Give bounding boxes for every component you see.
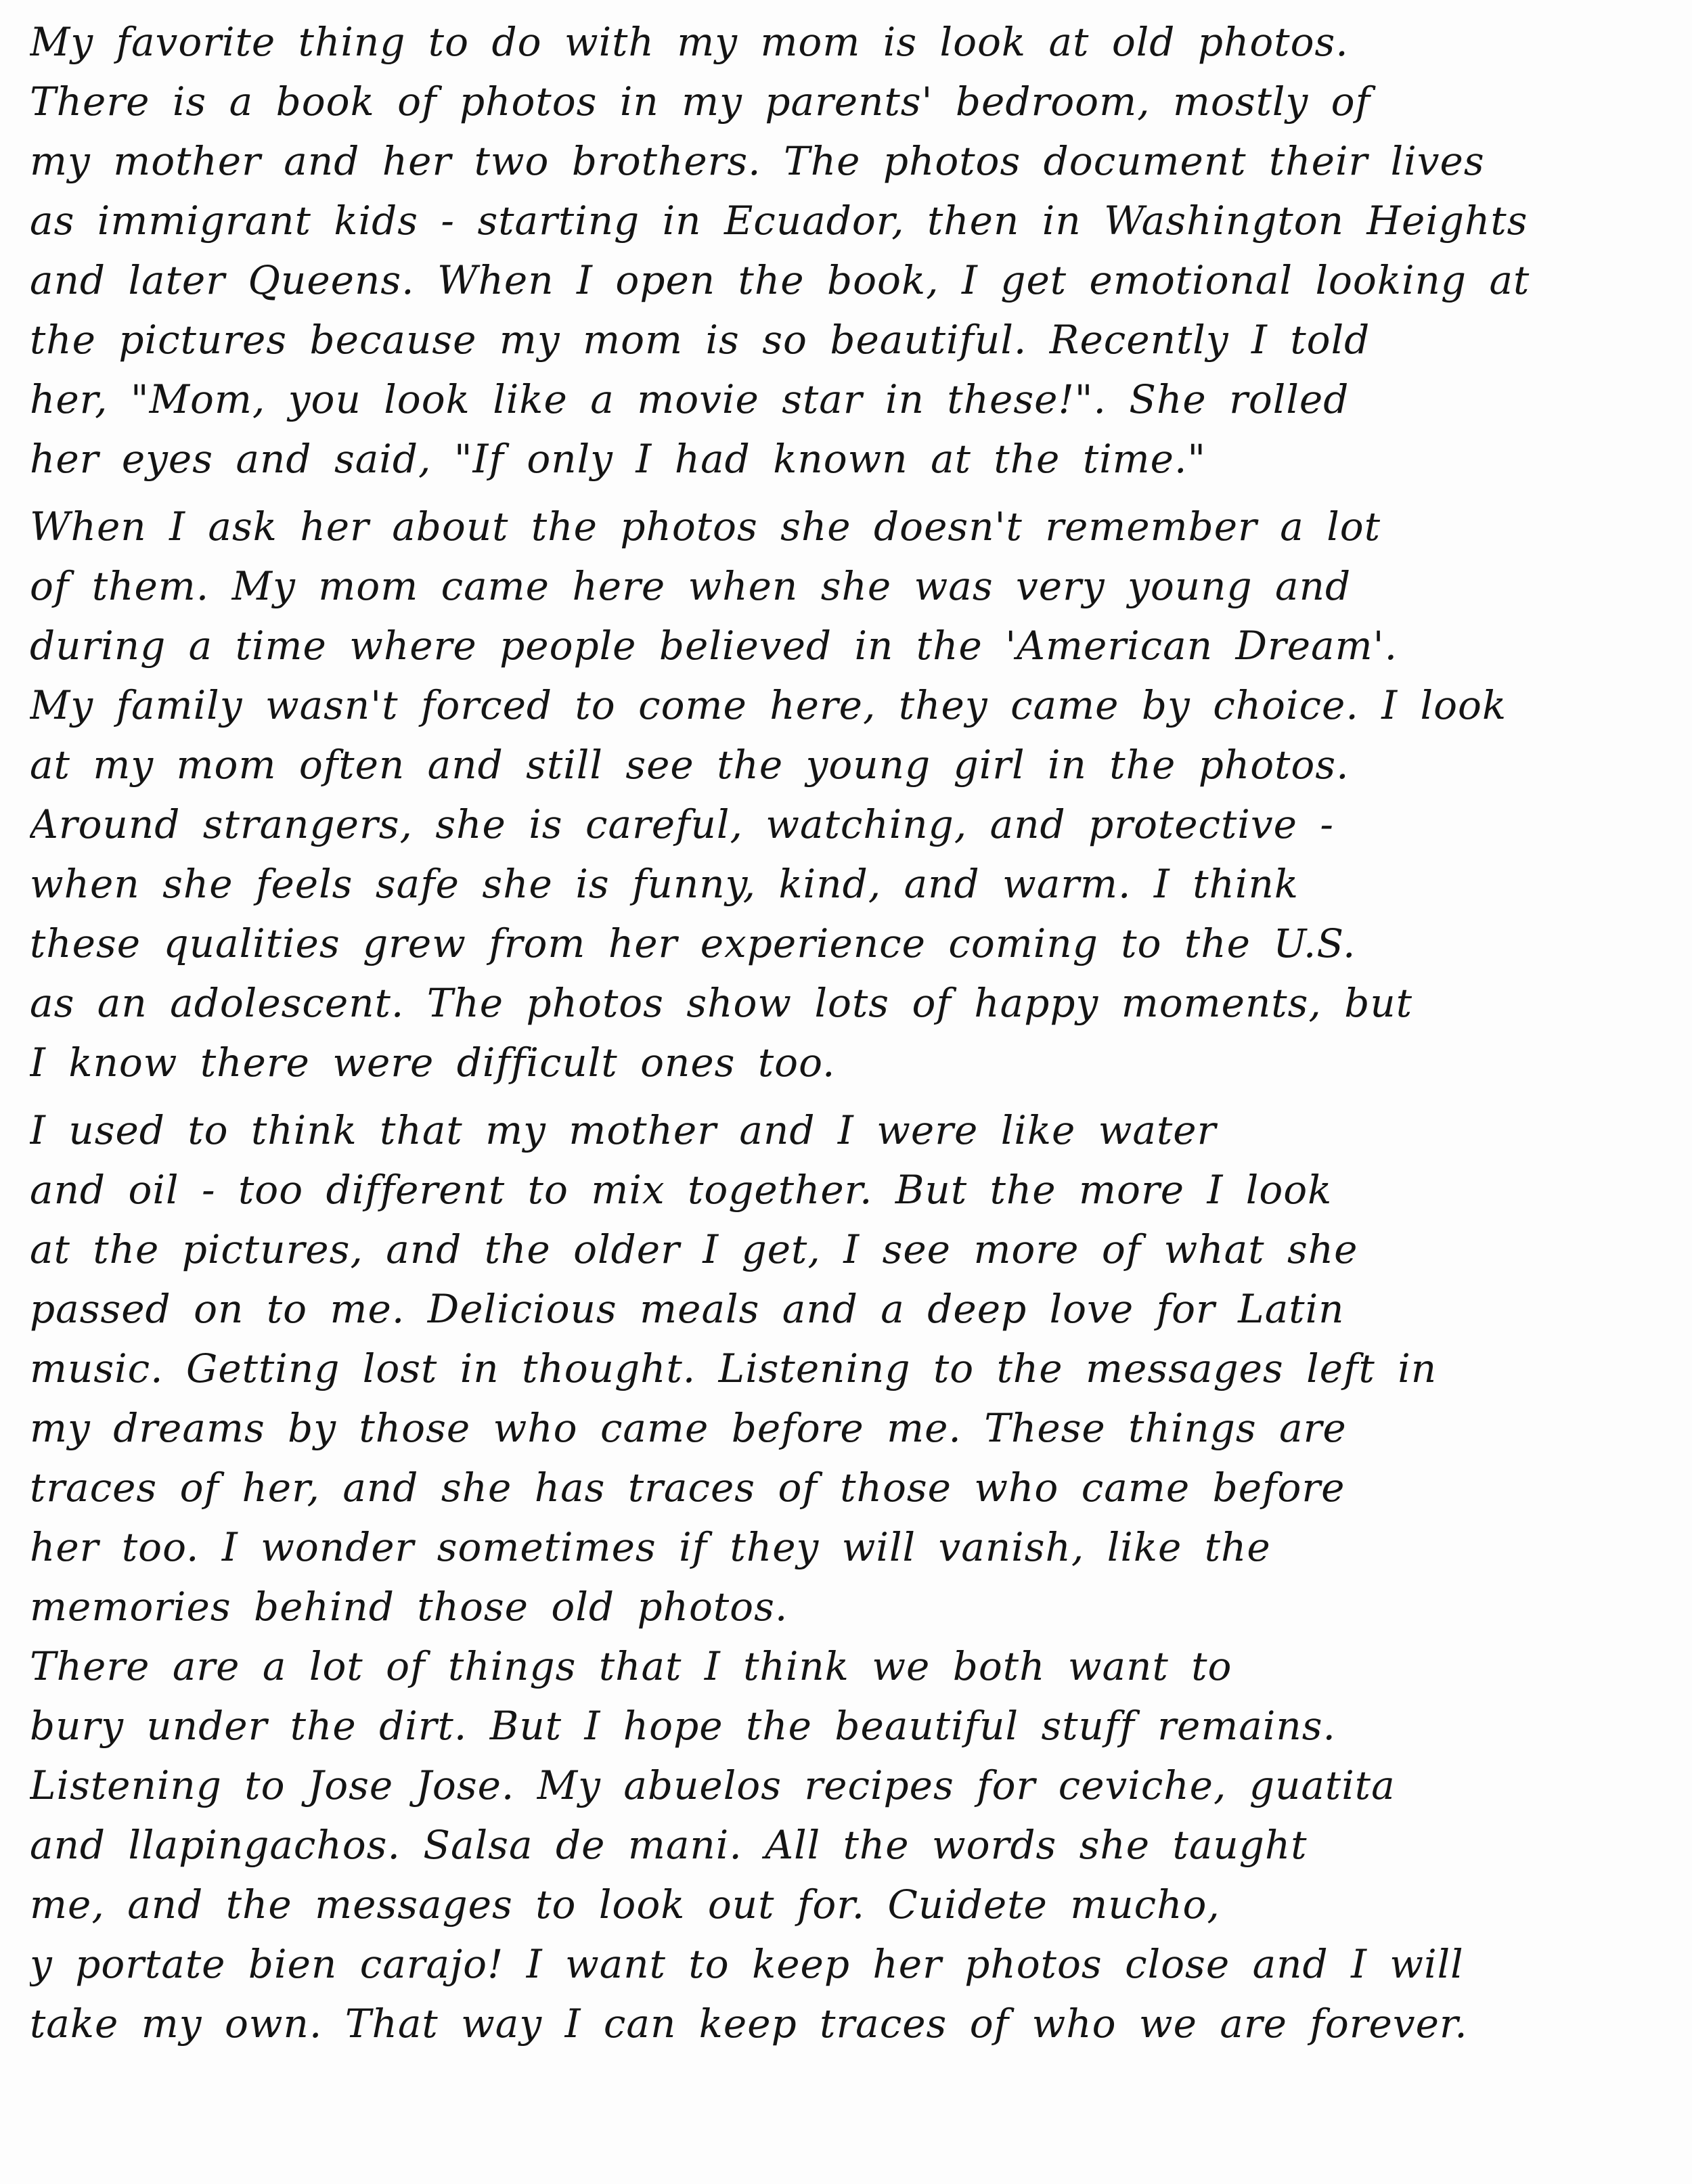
text-line: me, and the messages to look out for. Cuidete mucho, [30,1881,1220,1927]
text-line: as immigrant kids - starting in Ecuador, then in Washington Heights [30,198,1528,244]
handwritten-essay [30,12,1668,2053]
text-line: traces of her, and she has traces of those who came before [30,1465,1345,1511]
paragraph-1 [30,12,1668,489]
text-line: There is a book of photos in my parents' bedroom, mostly of [30,79,1371,125]
paragraph-gap [30,489,1668,497]
text-line: the pictures because my mom is so beautiful. Recently I told [30,317,1371,363]
text-line: when she feels safe she is funny, kind, and warm. I think [30,861,1299,907]
text-line: at my mom often and still see the young girl in the photos. [30,742,1350,788]
text-line: during a time where people believed in the 'American Dream'. [30,623,1398,669]
text-line: There are a lot of things that I think we both want to [30,1643,1232,1689]
paragraph-gap [30,1092,1668,1100]
text-line: my mother and her two brothers. The photos document their lives [30,138,1485,184]
text-line: When I ask her about the photos she doesn't remember a lot [30,504,1381,550]
text-line: and llapingachos. Salsa de mani. All the words she taught [30,1822,1308,1868]
text-line: I know there were difficult ones too. [30,1040,836,1086]
text-line: music. Getting lost in thought. Listening to the messages left in [30,1345,1438,1391]
text-line: as an adolescent. The photos show lots of happy moments, but [30,980,1413,1026]
text-line: Around strangers, she is careful, watching, and protective - [30,801,1334,847]
text-line: my dreams by those who came before me. These things are [30,1405,1347,1451]
text-line: bury under the dirt. But I hope the beautiful stuff remains. [30,1703,1336,1749]
text-line: passed on to me. Delicious meals and a deep love for Latin [30,1286,1345,1332]
text-line: I used to think that my mother and I were like water [30,1107,1217,1153]
paragraph-4 [30,1636,1668,2053]
text-line: and later Queens. When I open the book, I get emotional looking at [30,257,1530,303]
text-line: Listening to Jose Jose. My abuelos recipes for ceviche, guatita [30,1762,1396,1808]
text-line: My family wasn't forced to come here, they came by choice. I look [30,682,1507,728]
text-line: take my own. That way I can keep traces of who we are forever. [30,2001,1468,2047]
text-line: her, "Mom, you look like a movie star in these!". She rolled [30,376,1350,422]
text-line: her eyes and said, "If only I had known at the time." [30,436,1207,482]
text-line: memories behind those old photos. [30,1584,788,1630]
text-line: y portate bien carajo! I want to keep her photos close and I will [30,1941,1464,1987]
text-line: of them. My mom came here when she was very young and [30,563,1352,609]
text-line: at the pictures, and the older I get, I see more of what she [30,1226,1358,1272]
text-line: these qualities grew from her experience coming to the U.S. [30,920,1356,966]
text-line: My favorite thing to do with my mom is look at old photos. [30,19,1349,65]
paragraph-2 [30,497,1668,1092]
text-line: and oil - too different to mix together. But the more I look [30,1167,1333,1213]
paragraph-3 [30,1100,1668,1636]
text-line: her too. I wonder sometimes if they will vanish, like the [30,1524,1271,1570]
